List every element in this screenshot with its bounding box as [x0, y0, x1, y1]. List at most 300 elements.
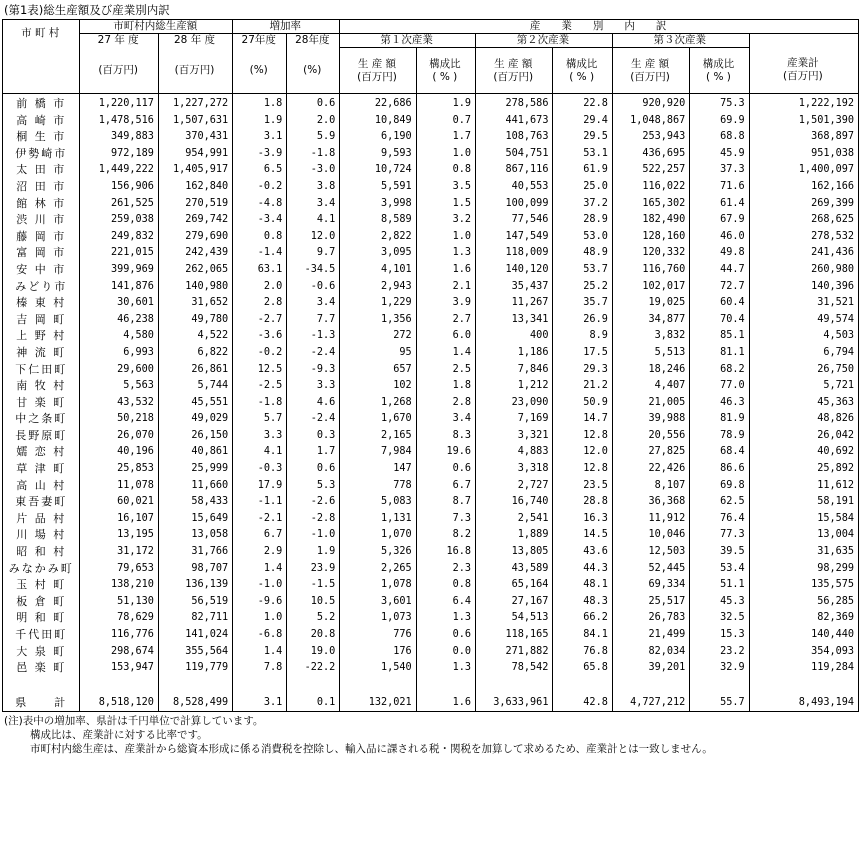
table-cell: 68.2 [690, 362, 749, 379]
table-cell: 116,760 [612, 262, 689, 279]
table-cell: 25.0 [553, 179, 612, 196]
table-cell: 242,439 [158, 245, 232, 262]
table-cell: 8.9 [553, 328, 612, 345]
table-cell: 81.1 [690, 345, 749, 362]
table-cell: 4,522 [158, 328, 232, 345]
table-title: (第1表)総生産額及び産業別内訳 [4, 3, 170, 17]
table-cell: 9.7 [287, 245, 340, 262]
ratio-unit: ( % ) [569, 70, 595, 83]
municipality-name: 安 中 市 [3, 262, 80, 279]
table-cell: 49.8 [690, 245, 749, 262]
table-row [3, 212, 859, 229]
table-cell: 50.9 [553, 395, 612, 412]
table-row [3, 395, 859, 412]
municipality-name: 草 津 町 [3, 461, 80, 478]
table-cell: 12.0 [553, 444, 612, 461]
table-cell: 249,832 [80, 229, 158, 246]
table-cell: -0.2 [233, 179, 287, 196]
table-cell: 50,218 [80, 411, 158, 428]
table-cell: 98,299 [749, 561, 858, 578]
table-cell: 22,426 [612, 461, 689, 478]
table-cell: 436,695 [612, 146, 689, 163]
table-body [3, 94, 859, 712]
table-cell: 278,532 [749, 229, 858, 246]
table-cell: 15,584 [749, 511, 858, 528]
table-cell: 370,431 [158, 129, 232, 146]
table-cell: 76.4 [690, 511, 749, 528]
table-cell: 22,686 [340, 94, 416, 113]
table-cell: 31,766 [158, 544, 232, 561]
table-cell: -1.4 [233, 245, 287, 262]
table-cell: 140,120 [476, 262, 553, 279]
table-cell: 241,436 [749, 245, 858, 262]
table-cell: 1.4 [233, 561, 287, 578]
table-cell: 522,257 [612, 162, 689, 179]
table-cell: 63.1 [233, 262, 287, 279]
table-cell: 79,653 [80, 561, 158, 578]
table-row [3, 527, 859, 544]
table-cell: 951,038 [749, 146, 858, 163]
municipality-name: 東吾妻町 [3, 494, 80, 511]
table-cell: 27,825 [612, 444, 689, 461]
table-cell: 45,551 [158, 395, 232, 412]
header-municipality: 市 町 村 [3, 20, 80, 48]
header-tertiary-ratio [690, 48, 749, 94]
table-cell: -2.7 [233, 312, 287, 329]
table-cell: -3.4 [233, 212, 287, 229]
municipality-name: 玉 村 町 [3, 577, 80, 594]
table-cell: 6,190 [340, 129, 416, 146]
note-line-3: 市町村内総生産は、産業計から総資本形成に係る消費税を控除し、輸入品に課される税・関税を加算して求めるため、産業計とは一致しません。 [30, 743, 713, 755]
table-cell: 399,969 [80, 262, 158, 279]
table-cell: 1.0 [416, 146, 475, 163]
table-row [3, 594, 859, 611]
table-cell: 1,540 [340, 660, 416, 677]
table-cell: -22.2 [287, 660, 340, 677]
table-cell: 13,004 [749, 527, 858, 544]
table-cell: 25,517 [612, 594, 689, 611]
table-cell: 46.0 [690, 229, 749, 246]
table-cell: 95 [340, 345, 416, 362]
table-cell: 2.0 [233, 279, 287, 296]
table-cell: 2.7 [416, 312, 475, 329]
table-cell: 140,396 [749, 279, 858, 296]
table-cell: -2.5 [233, 378, 287, 395]
table-cell: 1,070 [340, 527, 416, 544]
table-cell: 66.2 [553, 610, 612, 627]
table-cell: 30,601 [80, 295, 158, 312]
table-cell: 1.9 [416, 94, 475, 113]
table-cell: -3.6 [233, 328, 287, 345]
table-cell: 1.6 [416, 262, 475, 279]
table-cell: 7.7 [287, 312, 340, 329]
table-cell: 14.7 [553, 411, 612, 428]
table-cell: 156,906 [80, 179, 158, 196]
total-industry-label: 産業計 [787, 57, 819, 70]
table-cell: 61.9 [553, 162, 612, 179]
ratio-unit: ( % ) [706, 70, 731, 83]
table-cell: 3.5 [416, 179, 475, 196]
table-cell: 269,742 [158, 212, 232, 229]
header-tertiary-production [612, 48, 689, 94]
table-cell: 26,150 [158, 428, 232, 445]
table-row [3, 428, 859, 445]
total-cell: 132,021 [340, 694, 416, 712]
table-cell: 136,139 [158, 577, 232, 594]
table-cell: 49,780 [158, 312, 232, 329]
table-cell: 46,238 [80, 312, 158, 329]
table-cell: 119,779 [158, 660, 232, 677]
header-total-industry-blank [749, 34, 858, 48]
table-cell: 19.6 [416, 444, 475, 461]
table-cell: -2.4 [287, 345, 340, 362]
table-cell: 5,563 [80, 378, 158, 395]
table-row [3, 262, 859, 279]
header-unit-gross27: (百万円) [80, 48, 158, 94]
table-cell: 3.3 [233, 428, 287, 445]
table-cell: 1.3 [416, 245, 475, 262]
table-cell: 3,832 [612, 328, 689, 345]
table-cell: -0.3 [233, 461, 287, 478]
table-cell: 1,186 [476, 345, 553, 362]
table-cell: 53.4 [690, 561, 749, 578]
table-cell: 141,024 [158, 627, 232, 644]
table-cell: 75.3 [690, 94, 749, 113]
table-cell: -4.8 [233, 196, 287, 213]
total-cell: 3.1 [233, 694, 287, 712]
table-cell: -6.8 [233, 627, 287, 644]
table-cell: 20.8 [287, 627, 340, 644]
table-cell: 368,897 [749, 129, 858, 146]
table-row [3, 229, 859, 246]
table-cell: 1,507,631 [158, 113, 232, 130]
table-cell: 8,107 [612, 478, 689, 495]
table-cell: -0.2 [233, 345, 287, 362]
table-cell: 3,318 [476, 461, 553, 478]
table-cell: 14.5 [553, 527, 612, 544]
table-cell: 349,883 [80, 129, 158, 146]
table-cell: 0.6 [416, 461, 475, 478]
total-cell: 55.7 [690, 694, 749, 712]
table-cell: 8.7 [416, 494, 475, 511]
municipality-name: 上 野 村 [3, 328, 80, 345]
table-cell: 259,038 [80, 212, 158, 229]
table-cell: 26,750 [749, 362, 858, 379]
table-cell: 23.9 [287, 561, 340, 578]
table-cell: 1,212 [476, 378, 553, 395]
table-cell: 3.1 [233, 129, 287, 146]
municipality-name: 大 泉 町 [3, 644, 80, 661]
table-cell: 39,201 [612, 660, 689, 677]
table-cell: 82,711 [158, 610, 232, 627]
table-cell: 2,943 [340, 279, 416, 296]
table-cell: 1.3 [416, 660, 475, 677]
table-cell: 0.8 [416, 162, 475, 179]
table-cell: 1,400,097 [749, 162, 858, 179]
table-cell: 120,332 [612, 245, 689, 262]
municipality-name: 川 場 村 [3, 527, 80, 544]
table-cell: 1.0 [416, 229, 475, 246]
total-cell: 8,528,499 [158, 694, 232, 712]
table-cell: 1.0 [233, 610, 287, 627]
table-cell: 1.9 [287, 544, 340, 561]
table-cell: 4.1 [233, 444, 287, 461]
table-cell: 51.1 [690, 577, 749, 594]
table-cell: 165,302 [612, 196, 689, 213]
table-cell: 2,727 [476, 478, 553, 495]
table-cell: 0.7 [416, 113, 475, 130]
municipality-name: 片 品 村 [3, 511, 80, 528]
table-cell: 40,196 [80, 444, 158, 461]
table-cell: 8.2 [416, 527, 475, 544]
spacer-row [3, 677, 859, 694]
table-row [3, 610, 859, 627]
table-cell: 10,724 [340, 162, 416, 179]
table-cell: -2.6 [287, 494, 340, 511]
table-cell: 1.4 [233, 644, 287, 661]
table-cell: 40,553 [476, 179, 553, 196]
table-cell: 7,846 [476, 362, 553, 379]
table-cell: 58,191 [749, 494, 858, 511]
table-cell: 7.3 [416, 511, 475, 528]
table-cell: 39,988 [612, 411, 689, 428]
table-cell: 657 [340, 362, 416, 379]
table-cell: 78,629 [80, 610, 158, 627]
table-cell: 32.9 [690, 660, 749, 677]
header-primary-ratio [416, 48, 475, 94]
table-cell: 26,042 [749, 428, 858, 445]
table-cell: 86.6 [690, 461, 749, 478]
table-cell: 102,017 [612, 279, 689, 296]
table-cell: 58,433 [158, 494, 232, 511]
header-secondary-production [476, 48, 553, 94]
table-cell: 0.6 [287, 94, 340, 113]
table-cell: 1.4 [416, 345, 475, 362]
table-row [3, 196, 859, 213]
municipality-name: 昭 和 村 [3, 544, 80, 561]
table-cell: 5.7 [233, 411, 287, 428]
table-cell: 11,267 [476, 295, 553, 312]
header-growth-group: 増加率 [233, 20, 340, 34]
header-secondary-ratio [553, 48, 612, 94]
table-cell: 98,707 [158, 561, 232, 578]
table-cell: 48.1 [553, 577, 612, 594]
table-cell: 29.4 [553, 113, 612, 130]
table-row [3, 179, 859, 196]
table-cell: 441,673 [476, 113, 553, 130]
table-cell: 23,090 [476, 395, 553, 412]
header-unit-growth28: (%) [287, 48, 340, 94]
table-cell: 0.6 [416, 627, 475, 644]
table-cell: 71.6 [690, 179, 749, 196]
table-cell: -2.8 [287, 511, 340, 528]
table-cell: 19.0 [287, 644, 340, 661]
ratio-unit: ( % ) [432, 70, 458, 83]
table-cell: 119,284 [749, 660, 858, 677]
table-cell: 3,601 [340, 594, 416, 611]
table-cell: 2.9 [233, 544, 287, 561]
header-unit-gross28: (百万円) [158, 48, 232, 94]
table-cell: 6.0 [416, 328, 475, 345]
table-cell: 10,046 [612, 527, 689, 544]
table-cell: -3.0 [287, 162, 340, 179]
municipality-name: 神 流 町 [3, 345, 80, 362]
table-cell: 31,652 [158, 295, 232, 312]
table-cell: 140,980 [158, 279, 232, 296]
table-cell: 65,164 [476, 577, 553, 594]
header-year27: 27 年 度 [80, 34, 158, 48]
municipality-name: 桐 生 市 [3, 129, 80, 146]
table-cell: 504,751 [476, 146, 553, 163]
ratio-label: 構成比 [565, 57, 598, 70]
table-cell: 56,285 [749, 594, 858, 611]
gross-production-table [2, 19, 859, 712]
table-cell: 260,980 [749, 262, 858, 279]
table-cell: 43.6 [553, 544, 612, 561]
table-cell: 0.8 [233, 229, 287, 246]
table-cell: 29,600 [80, 362, 158, 379]
table-cell: 3.9 [416, 295, 475, 312]
table-cell: 13,058 [158, 527, 232, 544]
table-cell: 81.9 [690, 411, 749, 428]
municipality-name: みなかみ町 [3, 561, 80, 578]
table-row [3, 411, 859, 428]
table-cell: 354,093 [749, 644, 858, 661]
table-cell: 46.3 [690, 395, 749, 412]
table-cell: 32.5 [690, 610, 749, 627]
total-cell: 8,493,194 [749, 694, 858, 712]
table-cell: 7,984 [340, 444, 416, 461]
table-cell: 6,822 [158, 345, 232, 362]
municipality-name: 長野原町 [3, 428, 80, 445]
table-cell: 140,440 [749, 627, 858, 644]
table-cell: 69,334 [612, 577, 689, 594]
table-cell: 7,169 [476, 411, 553, 428]
table-cell: 44.7 [690, 262, 749, 279]
municipality-name: 南 牧 村 [3, 378, 80, 395]
table-row [3, 94, 859, 113]
table-cell: 4,503 [749, 328, 858, 345]
table-cell: 27,167 [476, 594, 553, 611]
table-row [3, 444, 859, 461]
table-cell: 253,943 [612, 129, 689, 146]
table-cell: 298,674 [80, 644, 158, 661]
table-cell: 954,991 [158, 146, 232, 163]
table-cell: 141,876 [80, 279, 158, 296]
table-cell: 1,073 [340, 610, 416, 627]
table-cell: 1,229 [340, 295, 416, 312]
table-cell: 25.2 [553, 279, 612, 296]
table-cell: 5,591 [340, 179, 416, 196]
municipality-name: 前 橋 市 [3, 94, 80, 113]
table-cell: 20,556 [612, 428, 689, 445]
table-cell: 72.7 [690, 279, 749, 296]
table-cell: 48.3 [553, 594, 612, 611]
table-cell: 776 [340, 627, 416, 644]
table-cell: 2,541 [476, 511, 553, 528]
table-cell: 11,660 [158, 478, 232, 495]
table-cell: 34,877 [612, 312, 689, 329]
table-cell: 39.5 [690, 544, 749, 561]
table-cell: 6.5 [233, 162, 287, 179]
total-cell: 4,727,212 [612, 694, 689, 712]
table-cell: 16.3 [553, 511, 612, 528]
notes [4, 714, 713, 756]
table-cell: 68.4 [690, 444, 749, 461]
table-cell: 128,160 [612, 229, 689, 246]
table-row [3, 362, 859, 379]
production-label: 生 産 額 [494, 57, 533, 70]
table-row [3, 544, 859, 561]
total-cell: 8,518,120 [80, 694, 158, 712]
table-cell: 271,882 [476, 644, 553, 661]
table-cell: 6.7 [416, 478, 475, 495]
production-unit: (百万円) [630, 70, 670, 83]
header-gross-group: 市町村内総生産額 [80, 20, 233, 34]
table-header [3, 20, 859, 94]
table-cell: 4.6 [287, 395, 340, 412]
municipality-name: 富 岡 市 [3, 245, 80, 262]
municipality-name: 沼 田 市 [3, 179, 80, 196]
municipality-name: 高 山 村 [3, 478, 80, 495]
municipality-name: 中之条町 [3, 411, 80, 428]
table-cell: 162,840 [158, 179, 232, 196]
table-cell: 8,589 [340, 212, 416, 229]
table-cell: 10,849 [340, 113, 416, 130]
header-year28: 28 年 度 [158, 34, 232, 48]
table-cell: 1,222,192 [749, 94, 858, 113]
total-industry-unit: (百万円) [782, 70, 823, 83]
table-cell: -1.5 [287, 577, 340, 594]
municipality-name: 榛 東 村 [3, 295, 80, 312]
table-cell: 3.2 [416, 212, 475, 229]
table-cell: 272 [340, 328, 416, 345]
table-cell: 26,783 [612, 610, 689, 627]
table-cell: 116,022 [612, 179, 689, 196]
table-cell: 2,165 [340, 428, 416, 445]
table-cell: 65.8 [553, 660, 612, 677]
table-cell: 1,078 [340, 577, 416, 594]
table-cell: 1.7 [287, 444, 340, 461]
table-cell: -2.1 [233, 511, 287, 528]
total-row [3, 694, 859, 712]
table-cell: 11,078 [80, 478, 158, 495]
table-row [3, 478, 859, 495]
table-cell: 1.3 [416, 610, 475, 627]
table-cell: 52,445 [612, 561, 689, 578]
municipality-name: みどり市 [3, 279, 80, 296]
table-cell: 2.5 [416, 362, 475, 379]
table-cell: 78.9 [690, 428, 749, 445]
table-cell: 1,501,390 [749, 113, 858, 130]
table-cell: 45.9 [690, 146, 749, 163]
table-cell: -1.1 [233, 494, 287, 511]
table-cell: 972,189 [80, 146, 158, 163]
table-cell: 23.2 [690, 644, 749, 661]
table-cell: 138,210 [80, 577, 158, 594]
table-cell: 17.9 [233, 478, 287, 495]
table-cell: -34.5 [287, 262, 340, 279]
table-cell: 25,999 [158, 461, 232, 478]
header-tertiary: 第３次産業 [612, 34, 749, 48]
table-cell: 60,021 [80, 494, 158, 511]
table-cell: 1,889 [476, 527, 553, 544]
table-cell: 5.2 [287, 610, 340, 627]
table-row [3, 295, 859, 312]
municipality-name: 明 和 町 [3, 610, 80, 627]
header-growth27: 27年度 [233, 34, 287, 48]
table-cell: 48,826 [749, 411, 858, 428]
